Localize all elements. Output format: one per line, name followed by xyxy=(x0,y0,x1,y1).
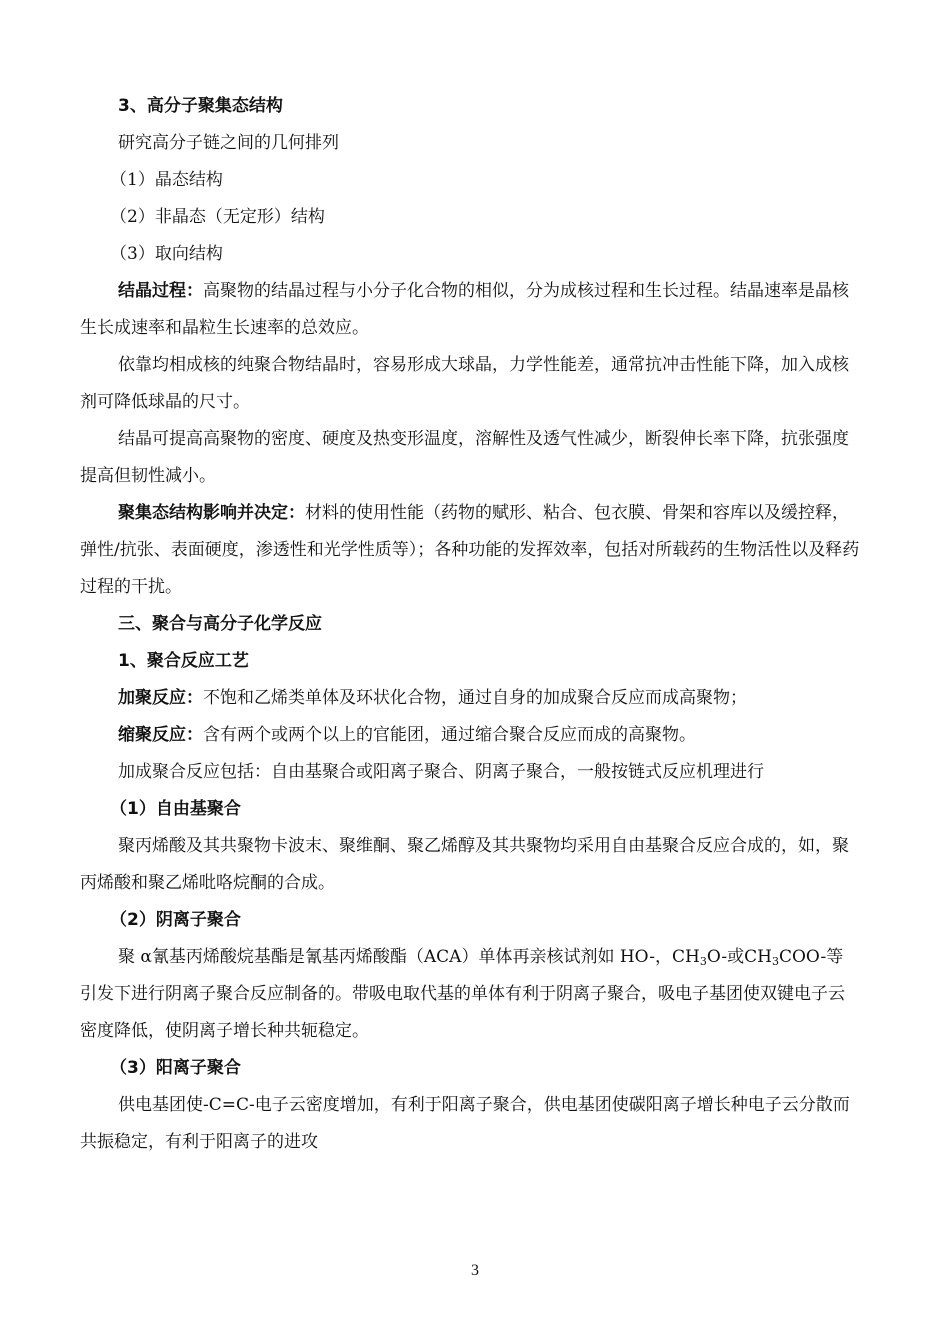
text-anionic-a: 聚 α氰基丙烯酸烷基酯是氰基丙烯酸酯（ACA）单体再亲核试剂如 HO-，CH xyxy=(118,947,700,967)
subscript-3-second: 3 xyxy=(771,955,779,968)
paragraph-crystal-properties: 结晶可提高高聚物的密度、硬度及热变形温度，溶解性及透气性减少，断裂伸长率下降，抗张强度提高但韧性减小。 xyxy=(80,429,849,486)
text-addition-polymerization: 不饱和乙烯类单体及环状化合物，通过自身的加成聚合反应而成高聚物； xyxy=(203,688,747,708)
heading-free-radical: （1）自由基聚合 xyxy=(110,799,241,819)
page-number: 3 xyxy=(471,1262,479,1279)
paragraph-research: 研究高分子链之间的几何排列 xyxy=(118,133,339,153)
term-condensation-polymerization: 缩聚反应： xyxy=(118,725,203,745)
term-crystallization: 结晶过程： xyxy=(118,281,203,301)
paragraph-cationic: 供电基团使-C=C-电子云密度增加，有利于阳离子聚合，供电基团使碳阳离子增长种电子云分散而共振稳定，有利于阳离子的进攻 xyxy=(80,1095,850,1152)
list-item-amorphous: （2）非晶态（无定形）结构 xyxy=(110,207,325,227)
paragraph-aggregate-effects xyxy=(80,495,860,606)
list-item-oriented: （3）取向结构 xyxy=(110,244,223,264)
paragraph-addition-polymerization xyxy=(80,680,860,717)
paragraph-crystallization xyxy=(80,273,860,347)
paragraph-condensation-polymerization xyxy=(80,717,860,754)
heading-section-3: 三、聚合与高分子化学反应 xyxy=(118,614,322,634)
heading-anionic: （2）阴离子聚合 xyxy=(110,910,241,930)
text-anionic-b: O-或CH xyxy=(706,947,772,967)
heading-cationic: （3）阳离子聚合 xyxy=(110,1058,241,1078)
heading-aggregate-structure: 3、高分子聚集态结构 xyxy=(118,96,283,116)
term-aggregate-effects: 聚集态结构影响并决定： xyxy=(118,503,305,523)
paragraph-free-radical: 聚丙烯酸及其共聚物卡波末、聚维酮、聚乙烯醇及其共聚物均采用自由基聚合反应合成的，如，聚丙烯酸和聚乙烯吡咯烷酮的合成。 xyxy=(80,836,849,893)
paragraph-addition-includes: 加成聚合反应包括：自由基聚合或阳离子聚合、阴离子聚合，一般按链式反应机理进行 xyxy=(118,762,764,782)
term-addition-polymerization: 加聚反应： xyxy=(118,688,203,708)
paragraph-anionic xyxy=(80,939,860,1050)
heading-polymerization-process: 1、聚合反应工艺 xyxy=(118,651,249,671)
document-body xyxy=(80,88,860,1161)
paragraph-nucleation: 依靠均相成核的纯聚合物结晶时，容易形成大球晶，力学性能差，通常抗冲击性能下降，加入成核剂可降低球晶的尺寸。 xyxy=(80,355,849,412)
text-crystallization: 高聚物的结晶过程与小分子化合物的相似，分为成核过程和生长过程。结晶速率是晶核生长成速率和晶粒生长速率的总效应。 xyxy=(80,281,849,338)
text-aggregate-effects: 材料的使用性能（药物的赋形、粘合、包衣膜、骨架和容库以及缓控释，弹性/抗张、表面硬度，渗透性和光学性质等）；各种功能的发挥效率，包括对所载药的生物活性以及释药过程的干扰。 xyxy=(80,503,860,597)
text-anionic-c: COO-等引发下进行阴离子聚合反应制备的。带吸电取代基的单体有利于阴离子聚合，吸电子基团使双键电子云密度降低，使阴离子增长种共轭稳定。 xyxy=(80,947,845,1041)
text-condensation-polymerization: 含有两个或两个以上的官能团，通过缩合聚合反应而成的高聚物。 xyxy=(203,725,696,745)
list-item-crystalline: （1）晶态结构 xyxy=(110,170,223,190)
subscript-3-first: 3 xyxy=(699,955,707,968)
